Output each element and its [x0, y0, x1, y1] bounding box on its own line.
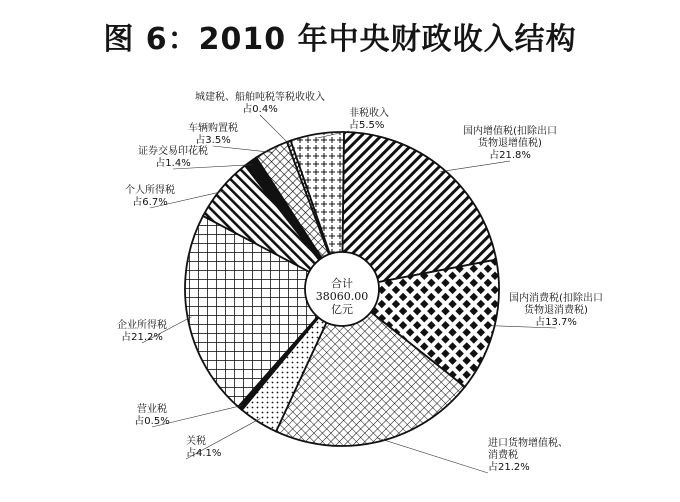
- slice-percent-label: 占0.5%: [134, 416, 170, 427]
- leader-line: [260, 115, 290, 145]
- leader-line: [440, 161, 510, 172]
- slice-percent-label: 占1.4%: [155, 158, 191, 169]
- chart-title: 图 6：2010 年中央财政收入结构: [103, 22, 577, 57]
- slice-percent-label: 占5.5%: [349, 120, 385, 131]
- leader-line: [377, 438, 488, 473]
- center-label-title: 合计: [331, 277, 353, 290]
- slice-name-label: 国内增值税(扣除出口: [463, 126, 557, 137]
- slice-name-label: 车辆购置税: [188, 123, 238, 134]
- slice-name-label: 进口货物增值税、: [488, 438, 568, 449]
- slice-name-label: 城建税、船舶吨税等税收收入: [195, 92, 325, 103]
- center-label-unit: 亿元: [331, 303, 353, 316]
- slice-name-label: 消费税: [488, 450, 518, 461]
- slice-percent-label: 占21.2%: [121, 332, 163, 343]
- slice-name-label: 货物退增值税): [478, 138, 542, 149]
- slice-percent-label: 占3.5%: [195, 135, 231, 146]
- slice-percent-label: 占21.8%: [489, 150, 531, 161]
- slice-name-label: 货物退消费税): [524, 305, 588, 316]
- center-label-value: 38060.00: [315, 290, 369, 303]
- slice-name-label: 国内消费税(扣除出口: [509, 293, 603, 304]
- slice-name-label: 企业所得税: [117, 320, 167, 331]
- slice-percent-label: 占4.1%: [186, 448, 222, 459]
- slice-percent-label: 占0.4%: [242, 104, 278, 115]
- slice-percent-label: 占13.7%: [535, 317, 577, 328]
- slice-name-label: 证券交易印花税: [138, 146, 208, 157]
- slice-name-label: 关税: [186, 436, 206, 447]
- slice-name-label: 个人所得税: [125, 185, 175, 196]
- slice-name-label: 非税收入: [349, 108, 389, 119]
- slice-percent-label: 占21.2%: [488, 462, 530, 473]
- slice-percent-label: 占6.7%: [132, 197, 168, 208]
- leader-line: [213, 146, 273, 152]
- slice-name-label: 营业税: [137, 404, 167, 415]
